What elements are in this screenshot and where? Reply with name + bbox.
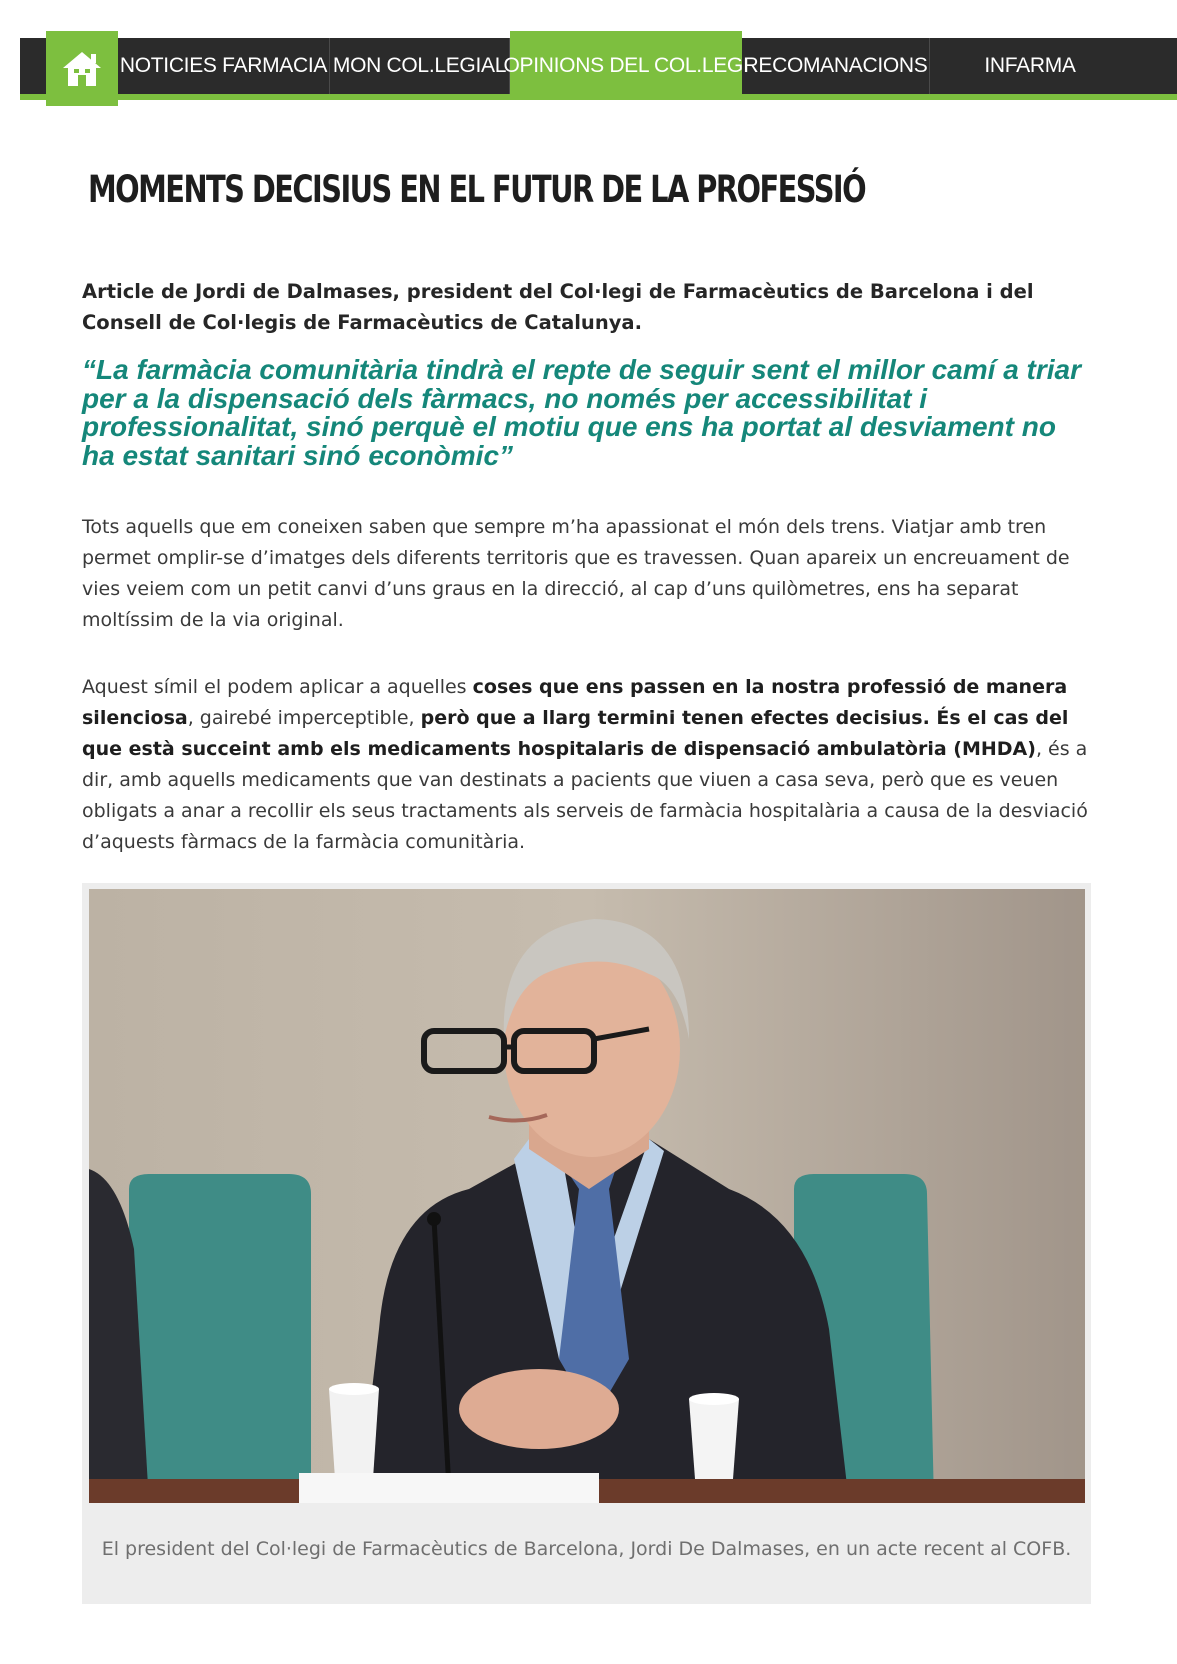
- paragraph-bold-text: però que a llarg termini tenen efectes decisius. És el cas del que està succeint amb els medicaments hospitalaris de dispensació ambulatòria (MHDA): [82, 707, 1069, 760]
- nav-item-mon-collegial[interactable]: MON COL.LEGIAL: [330, 38, 510, 94]
- article-lead: Article de Jordi de Dalmases, president del Col·legi de Farmacèutics de Barcelona i del Consell de Col·legis de Farmacèutics de Catalunya.: [82, 280, 1034, 334]
- nav-item-recomanacions[interactable]: RECOMANACIONS: [742, 38, 930, 94]
- nav-item-infarma[interactable]: INFARMA: [984, 54, 1076, 77]
- paragraph-text: Aquest símil el podem aplicar a aquelles: [82, 676, 473, 698]
- article-paragraph-2: [82, 672, 1092, 858]
- paragraph-bold-text: coses que ens passen en la nostra professió de manera silenciosa: [82, 676, 1068, 729]
- article-pull-quote: “La farmàcia comunitària tindrà el repte de seguir sent el millor camí a triar per a la dispensació dels fàrmacs, no només per accessibilitat i professionalitat, sinó perquè el motiu que ens ha portat al desviament no ha estat sanitari sinó econòmic”: [82, 354, 1082, 471]
- photo-illustration: [89, 889, 1085, 1503]
- article-photo: [89, 889, 1085, 1503]
- article-figure: [82, 883, 1091, 1604]
- nav-home-button[interactable]: [46, 31, 118, 106]
- paragraph-text: , és a dir, amb aquells medicaments que van destinats a pacients que viuen a casa seva, però que es veuen obligats a anar a recollir els seus tractaments als serveis de farmàcia hospitalària a causa de la desviació d’aquests fàrmacs de la farmàcia comunitària.: [82, 738, 1088, 853]
- home-icon: [61, 50, 103, 88]
- nav-item-opinions-del-collegi[interactable]: OPINIONS DEL COL.LEGI: [510, 31, 742, 100]
- paragraph-text: , gairebé imperceptible,: [187, 707, 421, 729]
- figure-caption: El president del Col·legi de Farmacèutics de Barcelona, Jordi De Dalmases, en un acte recent al COFB.: [101, 1538, 1072, 1560]
- main-nav: [20, 38, 1177, 100]
- article-paragraph-1: Tots aquells que em coneixen saben que sempre m’ha apassionat el món dels trens. Viatjar amb tren permet omplir-se d’imatges dels diferents territoris que es travessen. Quan apareix un encreuament de vies veiem com un petit canvi d’uns graus en la direcció, al cap d’uns quilòmetres, ens ha separat moltíssim de la via original.: [82, 516, 1070, 631]
- article-title: MOMENTS DECISIUS EN EL FUTUR DE LA PROFESSIÓ: [88, 168, 866, 211]
- nav-item-noticies-farmacia[interactable]: NOTICIES FARMACIA: [118, 38, 330, 94]
